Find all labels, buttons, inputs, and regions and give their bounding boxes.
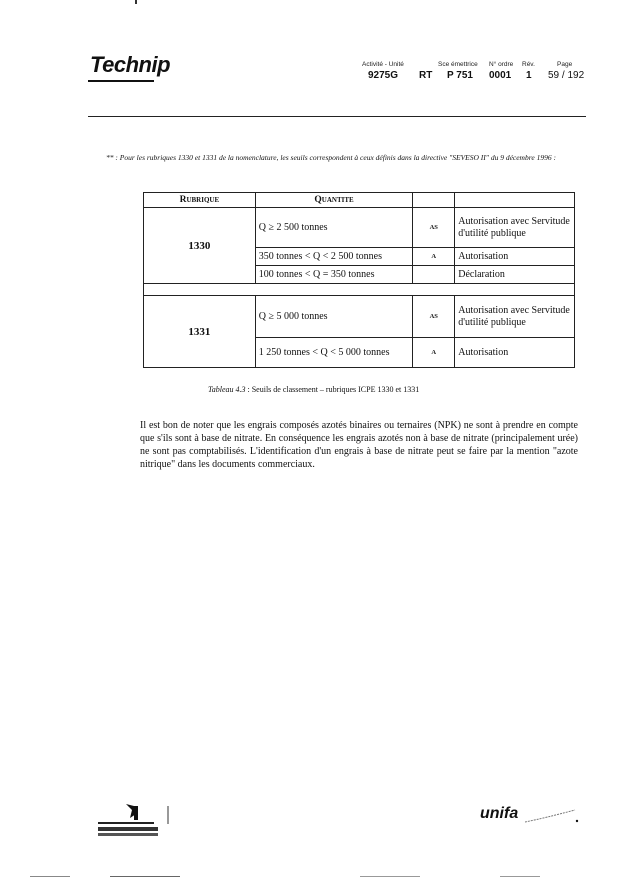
header-value-ordre: 0001 xyxy=(489,70,512,81)
quantite-cell: Q ≥ 2 500 tonnes xyxy=(255,208,413,248)
rubrique-1331: 1331 xyxy=(144,296,256,368)
header-label-ordre: N° ordre xyxy=(489,61,514,68)
rubrique-1330: 1330 xyxy=(144,208,256,284)
header-value-rev: 1 xyxy=(526,70,532,81)
quantite-cell: 1 250 tonnes < Q < 5 000 tonnes xyxy=(255,338,413,368)
header-label-page: Page xyxy=(557,61,573,68)
unifa-logo: unifa xyxy=(480,805,519,822)
regime-code: A xyxy=(413,338,455,368)
ministry-emblem-icon xyxy=(96,800,176,840)
regime-cell: Autorisation avec Servitude d'utilité publique xyxy=(455,296,575,338)
table-separator-row xyxy=(144,284,575,296)
header-label-activite: Activité - Unité xyxy=(362,61,404,68)
header-value-activite: 9275G xyxy=(368,70,399,81)
header-value-page: 59 / 192 xyxy=(548,70,585,81)
caption-label: Tableau 4.3 xyxy=(208,385,246,394)
table-caption xyxy=(208,385,419,394)
unifa-logo-flourish-icon xyxy=(525,808,580,824)
header-value-sce: P 751 xyxy=(447,70,473,81)
regime-cell: Autorisation xyxy=(455,248,575,266)
classification-table xyxy=(143,192,575,368)
header-label-rev: Rév. xyxy=(522,61,535,68)
header-rubrique: Rubrique xyxy=(144,193,256,208)
seveso-note: ** : Pour les rubriques 1330 et 1331 de la nomenclature, les seuils correspondent à ceux définis dans la directive "SEVESO II" du 9 décembre 1996 : xyxy=(106,153,556,162)
regime-cell: Autorisation avec Servitude d'utilité publique xyxy=(455,208,575,248)
body-paragraph: Il est bon de noter que les engrais composés azotés binaires ou ternaires (NPK) ne sont à prendre en compte que s'ils sont à base de nitrate. En conséquence les engrais azotés non à base de nitrate (principalement urée) ne sont pas comptabilisés. L'identification d'un engrais à base de nitrate peut se faire par la mention "azote nitrique" dans les documents commerciaux. xyxy=(140,420,578,470)
logo-underline xyxy=(88,80,154,82)
quantite-cell: Q ≥ 5 000 tonnes xyxy=(255,296,413,338)
regime-code xyxy=(413,266,455,284)
table-row xyxy=(144,296,575,338)
table-row xyxy=(144,208,575,248)
technip-logo: Technip xyxy=(90,52,171,77)
header-value-type: RT xyxy=(419,70,433,81)
header-quantite: Quantite xyxy=(255,193,413,208)
quantite-cell: 350 tonnes < Q < 2 500 tonnes xyxy=(255,248,413,266)
header-label-sce: Sce émettrice xyxy=(438,61,478,68)
caption-text: : Seuils de classement – rubriques ICPE 1330 et 1331 xyxy=(245,385,420,394)
header-rule xyxy=(88,116,586,117)
quantite-cell: 100 tonnes < Q = 350 tonnes xyxy=(255,266,413,284)
regime-code: AS xyxy=(413,296,455,338)
regime-code: AS xyxy=(413,208,455,248)
regime-code: A xyxy=(413,248,455,266)
regime-cell: Autorisation xyxy=(455,338,575,368)
regime-cell: Déclaration xyxy=(455,266,575,284)
